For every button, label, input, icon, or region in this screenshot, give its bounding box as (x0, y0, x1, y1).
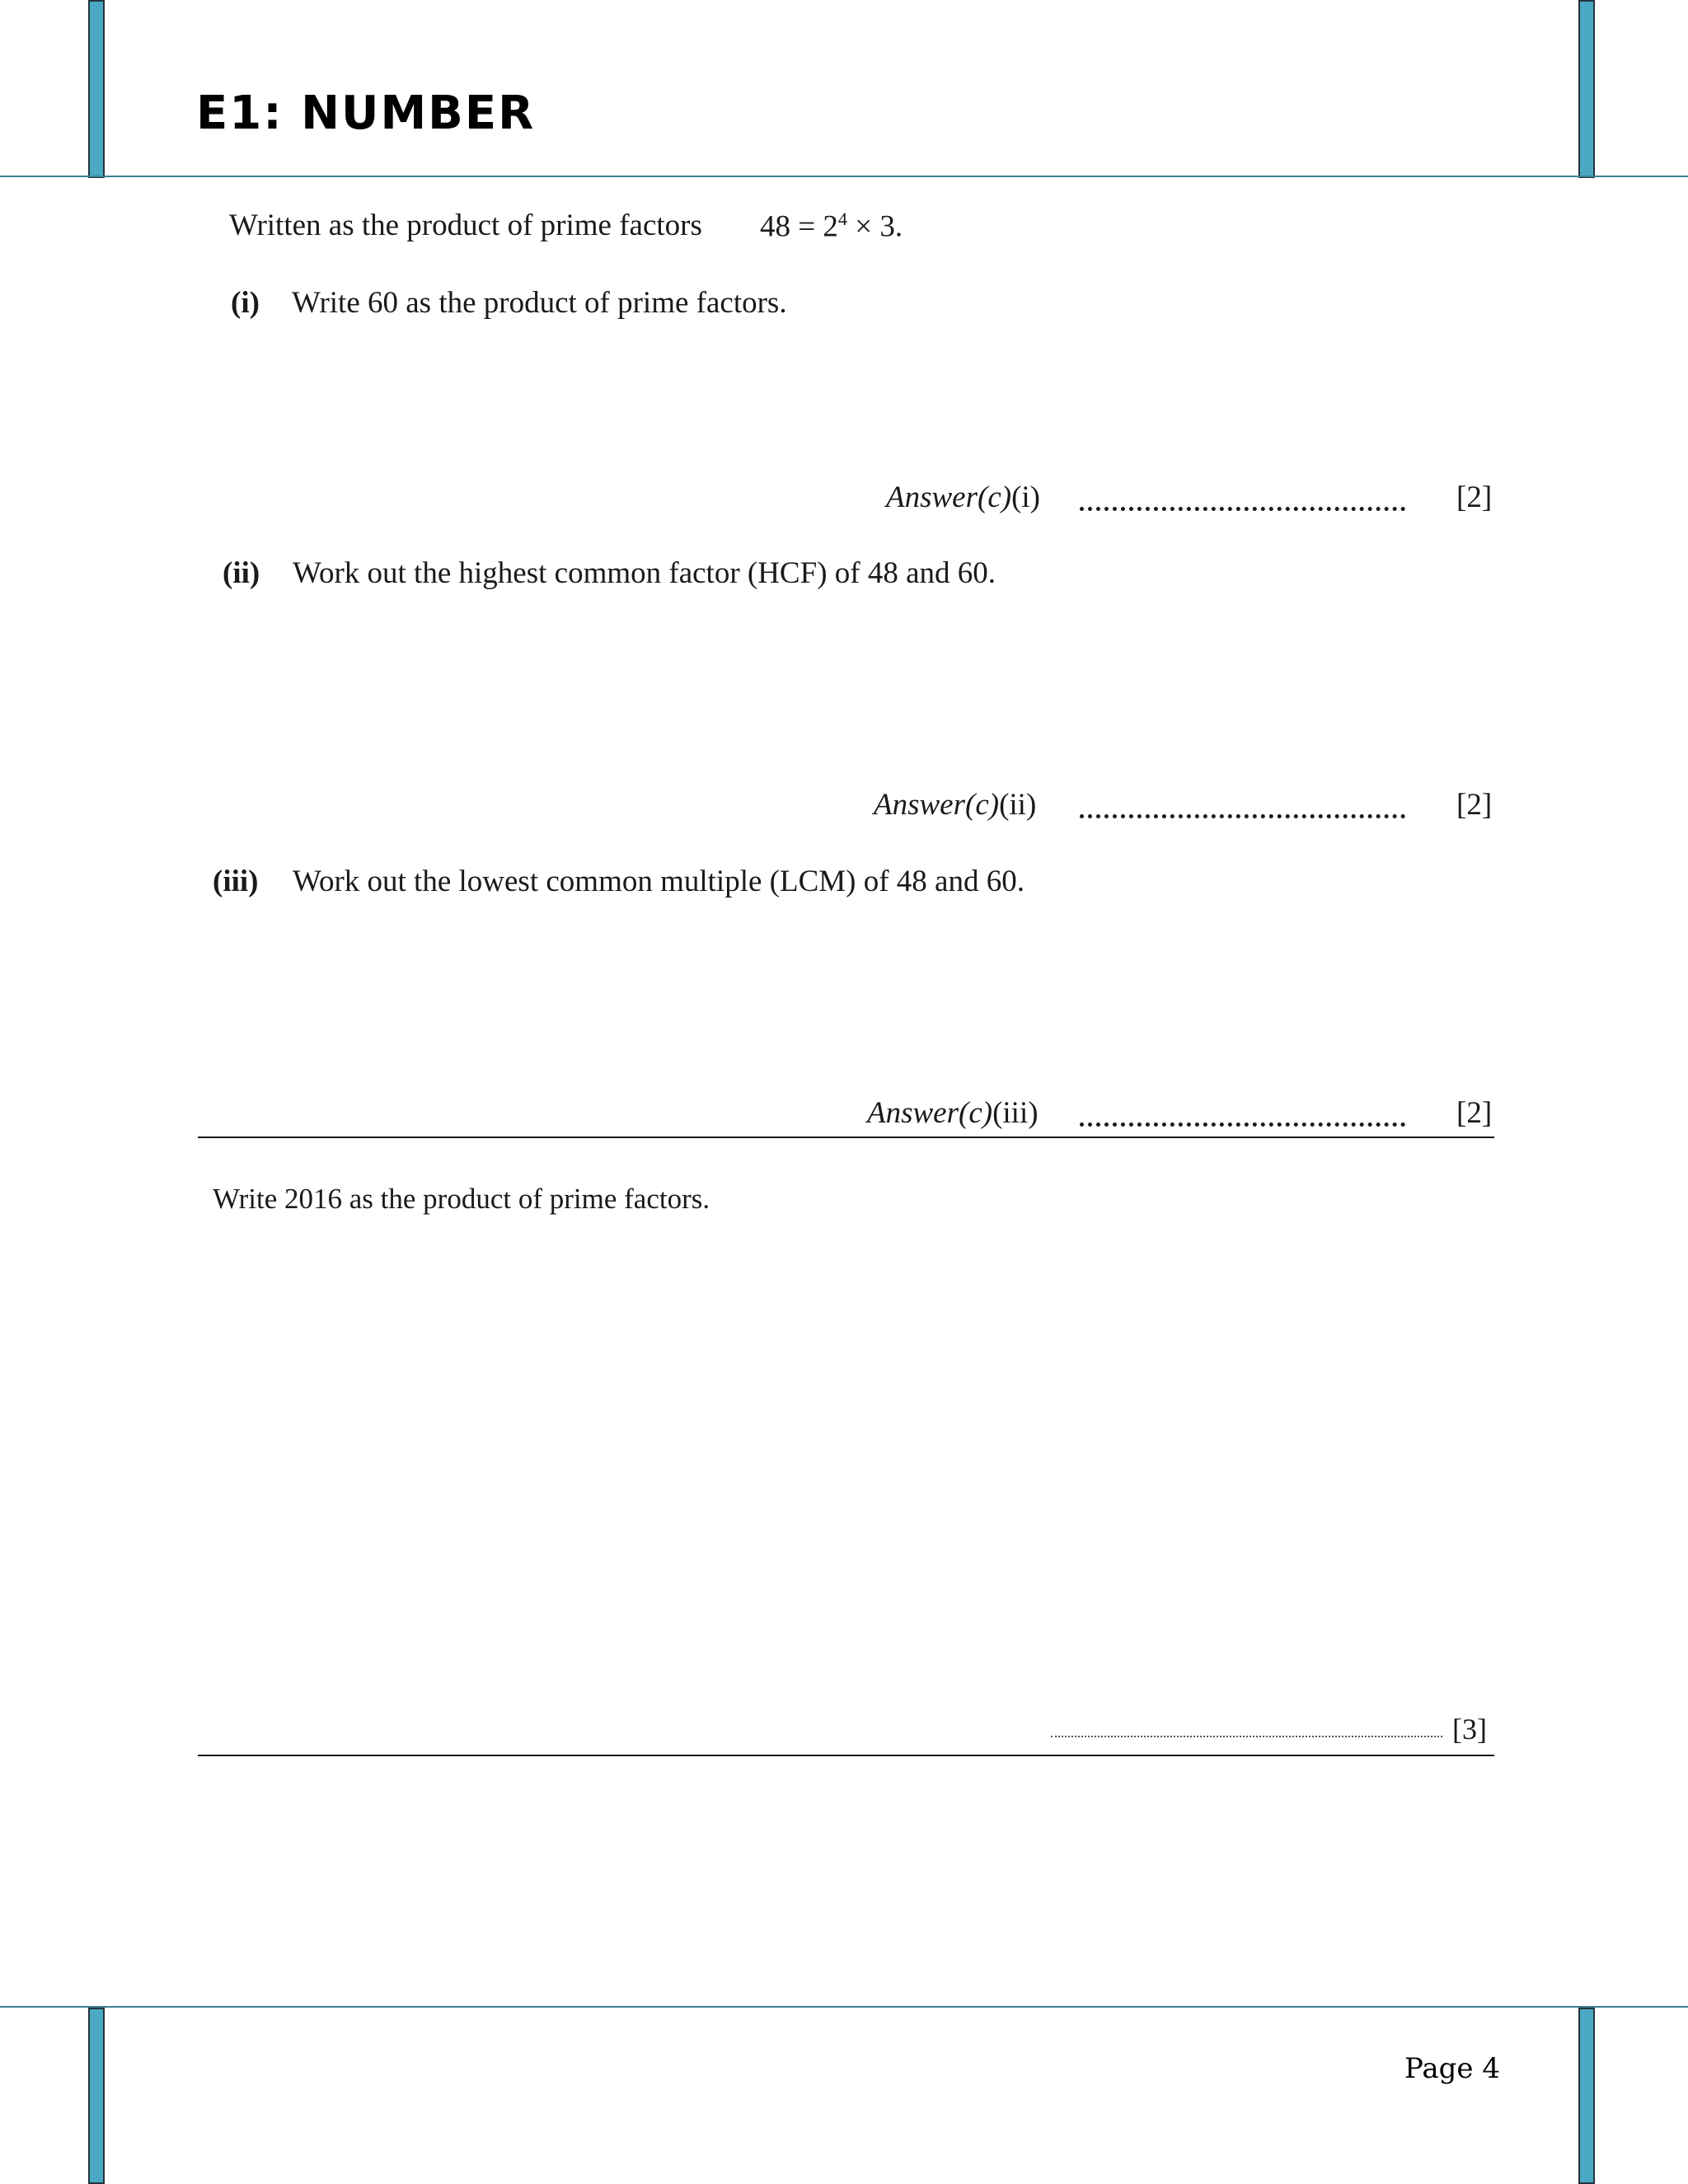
answer-label-italic: Answer(c) (886, 480, 1012, 514)
answer-label-italic: Answer(c) (874, 788, 1000, 822)
answer-line-ii[interactable] (1080, 814, 1405, 818)
section-rule-1 (198, 1137, 1494, 1138)
answer-label-part: (ii) (999, 788, 1037, 822)
question-iii-text: Work out the lowest common multiple (LCM) of 48 and 60. (293, 865, 1025, 898)
answer-label-part: (iii) (992, 1096, 1039, 1130)
page-title: E1: NUMBER (196, 87, 536, 140)
intro-equation (760, 209, 903, 244)
marks-i: [2] (1456, 480, 1493, 514)
answer-line-i[interactable] (1080, 507, 1405, 511)
equation-exponent: 4 (837, 209, 847, 229)
question-ii-text: Work out the highest common factor (HCF) of 48 and 60. (293, 556, 996, 590)
answer-label-iii (867, 1098, 1039, 1128)
header-divider (0, 176, 1688, 177)
intro-statement (229, 210, 702, 241)
question-ii-label: (ii) (223, 556, 260, 590)
question-i-label: (i) (231, 286, 260, 320)
answer-line-2016[interactable] (1051, 1736, 1442, 1737)
marks-ii: [2] (1456, 788, 1493, 822)
question-i-text: Write 60 as the product of prime factors. (292, 286, 787, 320)
answer-label-italic: Answer(c) (867, 1096, 993, 1130)
top-left-accent-bar (88, 0, 105, 178)
page-number: Page 4 (1404, 2052, 1500, 2085)
answer-label-part: (i) (1011, 480, 1041, 514)
equation-base: 48 = 2 (760, 209, 838, 244)
section-rule-2 (198, 1755, 1494, 1756)
question-iii-label: (iii) (213, 865, 259, 898)
intro-text: Written as the product of prime factors (229, 209, 702, 242)
footer-divider (0, 2006, 1688, 2008)
answer-label-ii (874, 790, 1036, 820)
bottom-right-accent-bar (1578, 2008, 1595, 2184)
answer-line-iii[interactable] (1080, 1122, 1405, 1127)
equation-tail: × 3. (855, 209, 903, 244)
answer-label-i (886, 482, 1040, 513)
top-right-accent-bar (1578, 0, 1595, 178)
marks-iii: [2] (1456, 1096, 1493, 1130)
bottom-left-accent-bar (88, 2008, 105, 2184)
marks-2016: [3] (1452, 1713, 1487, 1746)
question-2016-text: Write 2016 as the product of prime factors. (213, 1183, 710, 1215)
